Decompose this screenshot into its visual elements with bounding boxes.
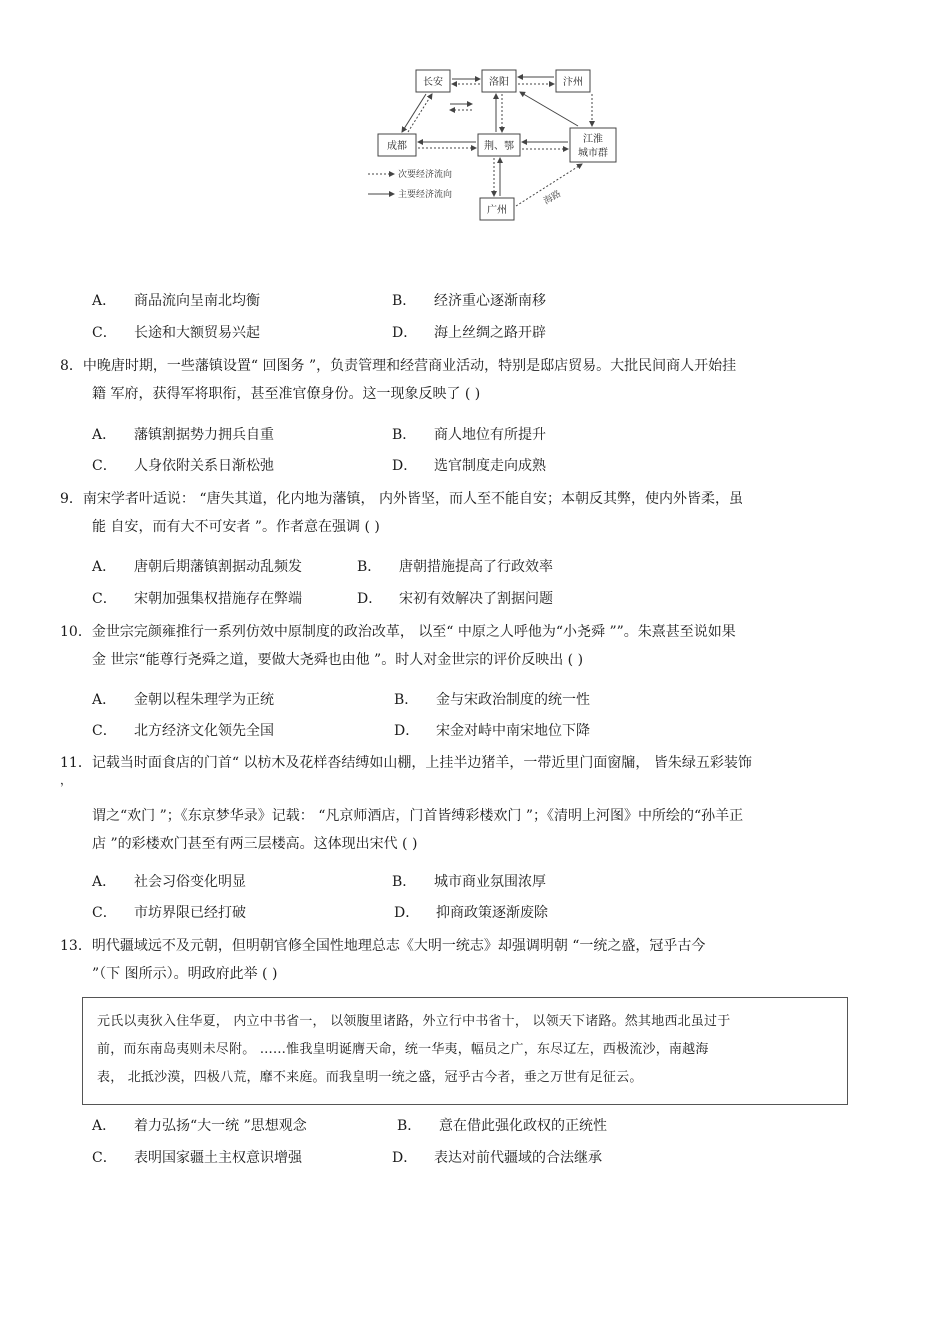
q8-option-b[interactable]: B． 商人地位有所提升	[392, 427, 546, 443]
q8-option-a[interactable]: A． 藩镇割据势力拥兵自重	[92, 427, 274, 443]
flow-chengdu-changan	[408, 94, 432, 132]
q8-stem-line2: 籍 军府，获得军将职衔，甚至准官僚身份。这一现象反映了 ( )	[92, 386, 481, 402]
q7-option-c[interactable]: C． 长途和大额贸易兴起	[92, 325, 260, 341]
node-luoyang-label: 洛阳	[489, 77, 509, 88]
q9-stem-line1: 南宋学者叶适说： “唐失其道，化内地为藩镇， 内外皆坚，而人至不能自安；本朝反其弊，使内外皆柔，虽	[82, 491, 743, 507]
q10-option-a[interactable]: A． 金朝以程朱理学为正统	[92, 692, 274, 708]
question-10	[60, 618, 900, 674]
q10-option-b[interactable]: B． 金与宋政治制度的统一性	[394, 692, 590, 708]
flow-jianghuai-luoyang	[520, 92, 578, 126]
q11-option-d[interactable]: D． 抑商政策逐渐废除	[394, 905, 548, 921]
flow-changan-chengdu	[402, 94, 426, 132]
q11-option-a[interactable]: A． 社会习俗变化明显	[92, 874, 246, 890]
q13-source-quote	[82, 997, 848, 1105]
q9-option-b[interactable]: B． 唐朝措施提高了行政效率	[357, 559, 553, 575]
q11-option-b[interactable]: B． 城市商业氛围浓厚	[392, 874, 546, 890]
node-jianghuai-label-2: 城市群	[578, 148, 608, 159]
q13-quote-line-3: 表， 北抵沙漠，四极八荒，靡不来庭。而我皇明一统之盛，冠乎古今者，垂之万世有足征云。	[97, 1070, 643, 1085]
q13-quote-line-1: 元氏以夷狄入住华夏， 内立中书省一， 以领腹里诸路，外立行中书省十， 以领天下诸路。然其地西北虽过于	[97, 1014, 731, 1029]
question-13	[60, 932, 900, 988]
q13-quote-line-2: 前，而东南岛夷则未尽附。 ……惟我皇明诞膺天命，统一华夷，幅员之广，东尽辽左，西极流沙，南越海	[97, 1042, 709, 1057]
q11-stray-comma: ，	[60, 773, 73, 787]
q10-stem-line1: 金世宗完颜雍推行一系列仿效中原制度的政治改革， 以至“ 中原之人呼他为“小尧舜 ””。朱熹甚至说如果	[91, 624, 736, 640]
q10-option-c[interactable]: C． 北方经济文化领先全国	[92, 723, 274, 739]
q10-number: 10．	[60, 624, 92, 640]
q11-number: 11．	[60, 755, 92, 771]
q11-stem-continued	[60, 802, 900, 858]
q11-stem-line2: 谓之“欢门 ”；《东京梦华录》记载： “凡京师酒店，门首皆缚彩楼欢门 ”；《清明上河图》中所绘的“孙羊正	[92, 808, 744, 824]
q8-number: 8．	[60, 358, 83, 374]
q13-option-d[interactable]: D． 表达对前代疆域的合法继承	[392, 1150, 602, 1166]
node-jing-e-label: 荆、鄂	[484, 141, 514, 152]
node-jianghuai-label-1: 江淮	[583, 134, 603, 145]
q10-option-d[interactable]: D． 宋金对峙中南宋地位下降	[394, 723, 590, 739]
q9-stem-line2: 能 自安，而有大不可安者 ”。作者意在强调 ( )	[92, 519, 380, 535]
q11-stem-line3: 店 ”的彩楼欢门甚至有两三层楼高。这体现出宋代 ( )	[92, 836, 418, 852]
sea-route-label: 海路	[542, 189, 563, 207]
question-9	[60, 485, 900, 541]
q9-option-c[interactable]: C． 宋朝加强集权措施存在弊端	[92, 591, 302, 607]
legend-primary-label: 主要经济流向	[398, 190, 453, 200]
q8-stem-line1: 中晚唐时期，一些藩镇设置“ 回图务 ”，负责管理和经营商业活动，特别是邸店贸易。大批民间商人开始挂	[82, 358, 737, 374]
node-bianzhou-label: 汴州	[563, 77, 583, 88]
q8-option-c[interactable]: C． 人身依附关系日渐松弛	[92, 458, 274, 474]
q10-stem-line2: 金 世宗“能尊行尧舜之道，要做大尧舜也由他 ”。时人对金世宗的评价反映出 ( )	[92, 652, 584, 668]
node-guangzhou-label: 广州	[487, 205, 507, 216]
q7-option-b[interactable]: B． 经济重心逐渐南移	[392, 293, 546, 309]
q11-option-c[interactable]: C． 市坊界限已经打破	[92, 905, 246, 921]
q8-option-d[interactable]: D． 选官制度走向成熟	[392, 458, 546, 474]
question-8	[60, 352, 900, 408]
economic-flow-diagram	[360, 62, 630, 232]
q9-option-a[interactable]: A． 唐朝后期藩镇割据动乱频发	[92, 559, 302, 575]
q13-number: 13．	[60, 938, 92, 954]
q9-number: 9．	[60, 491, 83, 507]
node-chengdu-label: 成都	[387, 141, 407, 152]
q13-stem-line2: ”（下 图所示）。明政府此举 ( )	[92, 966, 278, 982]
legend-secondary-label: 次要经济流向	[398, 170, 453, 180]
q7-option-d[interactable]: D． 海上丝绸之路开辟	[392, 325, 546, 341]
q9-option-d[interactable]: D． 宋初有效解决了割据问题	[357, 591, 553, 607]
q13-option-b[interactable]: B． 意在借此强化政权的正统性	[397, 1118, 607, 1134]
q13-stem-line1: 明代疆域远不及元朝，但明朝官修全国性地理总志《大明一统志》却强调明朝 “一统之盛，冠乎古今	[91, 938, 706, 954]
q11-stem-line1: 记载当时面食店的门首“ 以枋木及花样沓结缚如山棚，上挂半边猪羊，一带近里门面窗牖， 皆朱绿五彩装饰	[91, 755, 752, 771]
node-changan-label: 长安	[423, 77, 443, 88]
q13-option-c[interactable]: C． 表明国家疆土主权意识增强	[92, 1150, 302, 1166]
economic-flow-svg	[360, 62, 630, 232]
q7-option-a[interactable]: A． 商品流向呈南北均衡	[92, 293, 260, 309]
q13-option-a[interactable]: A． 着力弘扬“大一统 ”思想观念	[92, 1118, 307, 1134]
